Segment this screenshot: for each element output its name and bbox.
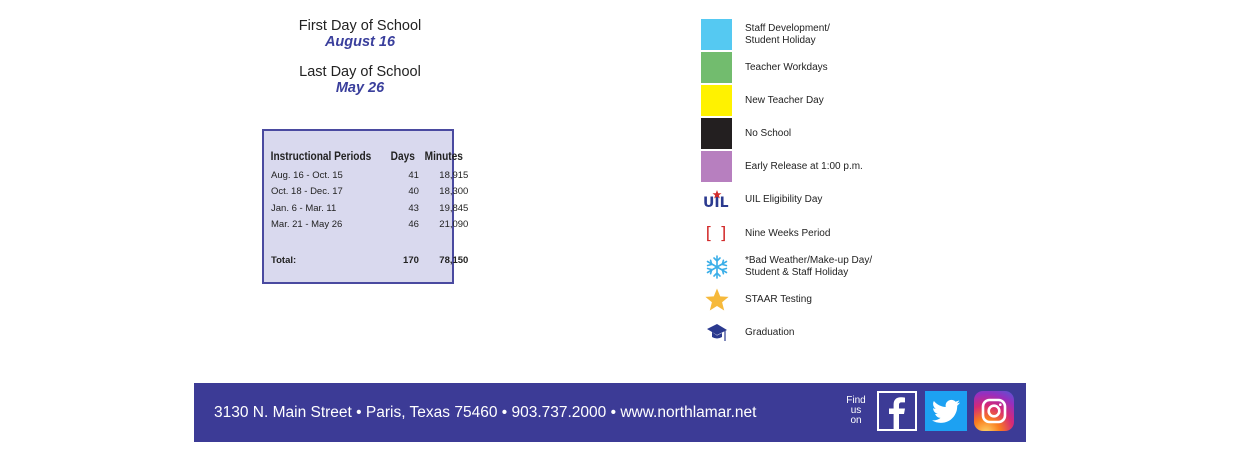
footer-address: 3130 N. Main Street • Paris, Texas 75460 • 903.737.2000 • www.northlamar.net: [214, 404, 757, 421]
table-total-row: [268, 252, 471, 269]
legend-item-uil-eligibility: [701, 184, 961, 216]
table-row: [268, 217, 471, 234]
color-swatch: [701, 19, 732, 50]
total-days: 170: [403, 254, 419, 266]
bracket-glyph: [ ]: [705, 223, 728, 244]
period-days: 40: [408, 186, 419, 198]
instagram-icon[interactable]: [974, 391, 1014, 431]
period-range: Jan. 6 - Mar. 11: [271, 202, 337, 214]
legend-item-teacher-workdays: [701, 52, 961, 84]
period-range: Aug. 16 - Oct. 15: [271, 169, 343, 181]
legend-label: Nine Weeks Period: [745, 228, 831, 239]
legend-label: Early Release at 1:00 p.m.: [745, 161, 863, 172]
legend-label: New Teacher Day: [745, 95, 824, 106]
legend-item-no-school: [701, 118, 961, 150]
color-swatch: [701, 118, 732, 149]
last-day-date: May 26: [335, 80, 385, 96]
uil-logo-text: UIL: [702, 194, 728, 211]
legend-label: Teacher Workdays: [745, 62, 828, 73]
bracket-icon: [701, 218, 732, 249]
table-row: [268, 184, 471, 201]
header-periods: Instructional Periods: [270, 151, 372, 163]
color-swatch: [701, 85, 732, 116]
star-icon: [701, 284, 732, 315]
period-range: Oct. 18 - Dec. 17: [271, 186, 343, 198]
color-swatch: [701, 52, 732, 83]
table-row: [268, 200, 471, 217]
header-minutes: Minutes: [424, 151, 463, 163]
instructional-periods-table: [262, 129, 469, 284]
color-swatch: [701, 151, 732, 182]
uil-logo-icon: [701, 184, 732, 215]
graduation-cap-icon: [701, 317, 732, 348]
legend-item-graduation: [701, 317, 961, 349]
period-minutes: 19,845: [439, 202, 469, 214]
first-day: [260, 18, 460, 50]
legend-item-staff-development: [701, 19, 961, 51]
table-header: [268, 147, 471, 167]
legend-label: *Bad Weather/Make-up Day/ Student & Staff Holiday: [745, 255, 873, 278]
legend-label: Graduation: [745, 327, 795, 338]
period-range: Mar. 21 - May 26: [271, 219, 343, 231]
period-minutes: 18,300: [439, 186, 469, 198]
legend-item-new-teacher-day: [701, 85, 961, 117]
period-days: 43: [408, 202, 419, 214]
find-us-text: Find us on: [846, 395, 866, 426]
twitter-icon[interactable]: [925, 391, 967, 431]
school-dates: [260, 18, 460, 110]
facebook-icon[interactable]: [877, 391, 917, 431]
table-row: [268, 167, 471, 184]
footer-banner: [194, 383, 1026, 442]
legend-item-early-release: [701, 151, 961, 183]
total-minutes: 78,150: [439, 254, 469, 266]
legend-item-staar-testing: [701, 284, 961, 316]
legend-label: No School: [745, 128, 792, 139]
snowflake-icon: [701, 251, 732, 282]
period-minutes: 21,090: [439, 219, 469, 231]
period-days: 41: [408, 169, 419, 181]
period-minutes: 18,915: [439, 169, 469, 181]
legend-label: Staff Development/ Student Holiday: [745, 23, 830, 46]
first-day-date: August 16: [324, 34, 396, 50]
header-days: Days: [391, 151, 416, 163]
last-day-label: Last Day of School: [299, 64, 421, 80]
last-day: [260, 64, 460, 96]
page-number-fragment: [620, 366, 640, 369]
period-days: 46: [408, 219, 419, 231]
legend-item-nine-weeks: [701, 218, 961, 250]
legend-label: UIL Eligibility Day: [745, 194, 823, 205]
legend-item-bad-weather: [701, 251, 961, 283]
legend-label: STAAR Testing: [745, 294, 812, 305]
table-spacer: [268, 233, 471, 252]
first-day-label: First Day of School: [298, 18, 422, 34]
total-label: Total:: [271, 254, 297, 266]
